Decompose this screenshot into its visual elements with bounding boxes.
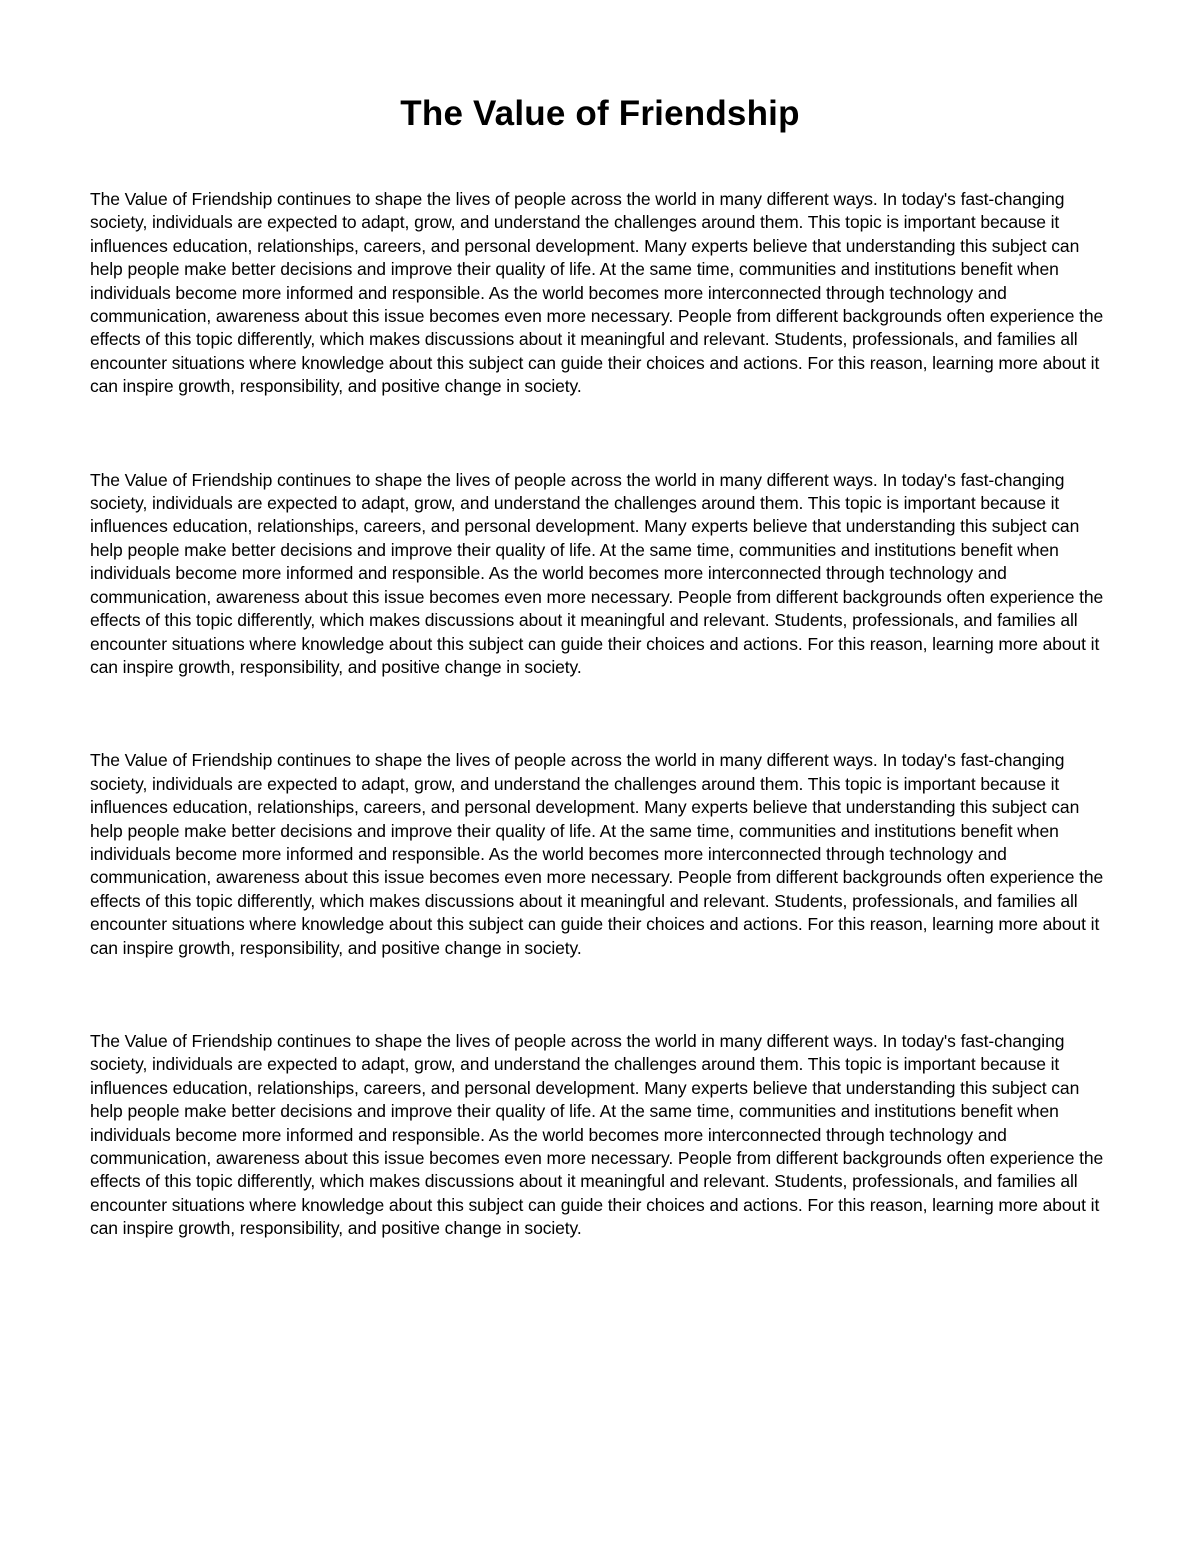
paragraph-2: The Value of Friendship continues to shape the lives of people across the world in many different ways. In today's fast-changing society, individuals are expected to adapt, grow, and understand the challenges around them. This topic is important because it influences education, relationships, careers, and personal development. Many experts believe that understanding this subject can help people make better decisions and improve their quality of life. At the same time, communities and institutions benefit when individuals become more informed and responsible. As the world becomes more interconnected through technology and communication, awareness about this issue becomes even more necessary. People from different backgrounds often experience the effects of this topic differently, which makes discussions about it meaningful and relevant. Students, professionals, and families all encounter situations where knowledge about this subject can guide their choices and actions. For this reason, learning more about it can inspire growth, responsibility, and positive change in society. [90,469,1104,677]
paragraph-4: The Value of Friendship continues to shape the lives of people across the world in many different ways. In today's fast-changing society, individuals are expected to adapt, grow, and understand the challenges around them. This topic is important because it influences education, relationships, careers, and personal development. Many experts believe that understanding this subject can help people make better decisions and improve their quality of life. At the same time, communities and institutions benefit when individuals become more informed and responsible. As the world becomes more interconnected through technology and communication, awareness about this issue becomes even more necessary. People from different backgrounds often experience the effects of this topic differently, which makes discussions about it meaningful and relevant. Students, professionals, and families all encounter situations where knowledge about this subject can guide their choices and actions. For this reason, learning more about it can inspire growth, responsibility, and positive change in society. [90,1030,1104,1239]
document-title: The Value of Friendship [400,94,800,133]
paragraph-1: The Value of Friendship continues to shape the lives of people across the world in many different ways. In today's fast-changing society, individuals are expected to adapt, grow, and understand the challenges around them. This topic is important because it influences education, relationships, careers, and personal development. Many experts believe that understanding this subject can help people make better decisions and improve their quality of life. At the same time, communities and institutions benefit when individuals become more informed and responsible. As the world becomes more interconnected through technology and communication, awareness about this issue becomes even more necessary. People from different backgrounds often experience the effects of this topic differently, which makes discussions about it meaningful and relevant. Students, professionals, and families all encounter situations where knowledge about this subject can guide their choices and actions. For this reason, learning more about it can inspire growth, responsibility, and positive change in society. [90,189,1104,397]
paragraph-3: The Value of Friendship continues to shape the lives of people across the world in many different ways. In today's fast-changing society, individuals are expected to adapt, grow, and understand the challenges around them. This topic is important because it influences education, relationships, careers, and personal development. Many experts believe that understanding this subject can help people make better decisions and improve their quality of life. At the same time, communities and institutions benefit when individuals become more informed and responsible. As the world becomes more interconnected through technology and communication, awareness about this issue becomes even more necessary. People from different backgrounds often experience the effects of this topic differently, which makes discussions about it meaningful and relevant. Students, professionals, and families all encounter situations where knowledge about this subject can guide their choices and actions. For this reason, learning more about it can inspire growth, responsibility, and positive change in society. [90,750,1104,958]
